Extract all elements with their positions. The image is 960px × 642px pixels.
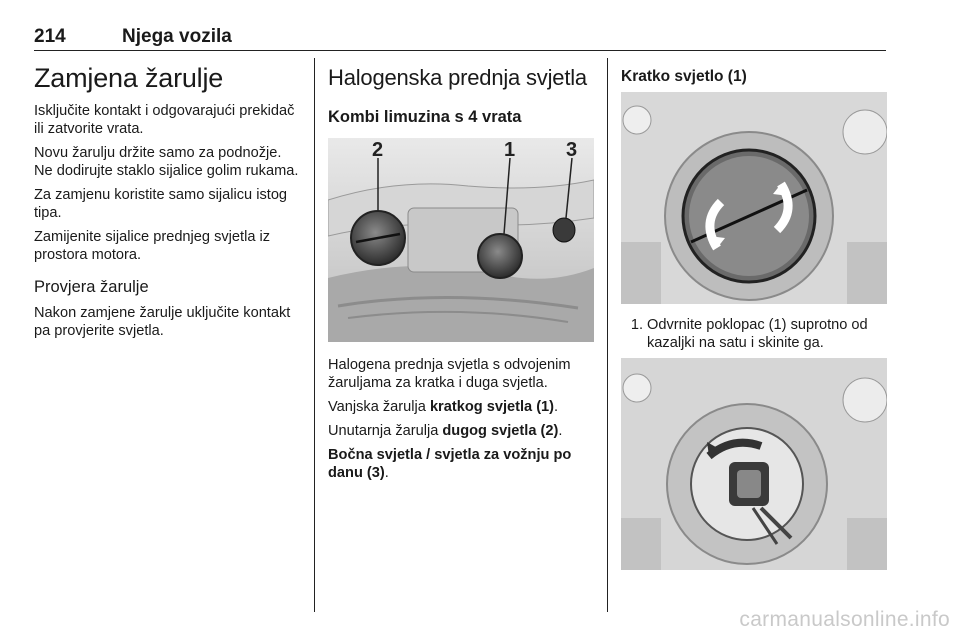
paragraph: Za zamjenu koristite samo sijalicu istog tipa. xyxy=(34,187,288,221)
page-header xyxy=(34,26,886,52)
figure-caption: Halogena prednja svjetla s odvojenim žaruljama za kratka i duga svjetla. xyxy=(328,357,571,391)
header-rule xyxy=(34,50,886,51)
figure-label-2: 2 xyxy=(372,139,384,161)
low-beam-cover-figure xyxy=(621,92,887,304)
page-number: 214 xyxy=(34,26,66,47)
column-3 xyxy=(621,58,887,570)
section-title: Zamjena žarulje xyxy=(34,63,224,93)
paragraph: Isključite kontakt i odgovarajući prekidač ili zatvorite vrata. xyxy=(34,103,295,137)
column-2 xyxy=(328,58,594,488)
paragraph: Nakon zamjene žarulje uključite kontakt pa provjerite svjetla. xyxy=(34,305,291,339)
headlamp-figure xyxy=(328,138,594,342)
figure-label-1: 1 xyxy=(504,139,516,161)
paragraph: Bočna svjetla / svjetla za vožnju po danu (3). xyxy=(328,447,572,481)
section-title: Halogenska prednja svjetla xyxy=(328,65,587,90)
paragraph: Vanjska žarulja kratkog svjetla (1). xyxy=(328,399,559,415)
watermark: carmanualsonline.info xyxy=(739,608,950,631)
step-text: Odvrnite poklopac (1) suprotno od kazaljki na satu i skinite ga. xyxy=(647,317,868,351)
column-1 xyxy=(34,58,302,346)
figure-label-3: 3 xyxy=(566,139,578,161)
paragraph: Zamijenite sijalice prednjeg svjetla iz prostora motora. xyxy=(34,229,271,263)
paragraph: Novu žarulju držite samo za podnožje. Ne dodirujte staklo sijalice golim rukama. xyxy=(34,145,299,179)
chapter-title: Njega vozila xyxy=(122,26,232,47)
paragraph: Unutarnja žarulja dugog svjetla (2). xyxy=(328,423,563,439)
step-number: 1. xyxy=(630,317,643,333)
subsection-title: Kratko svjetlo (1) xyxy=(621,68,747,85)
bulb-removal-figure xyxy=(621,358,887,570)
subsection-title: Kombi limuzina s 4 vrata xyxy=(328,108,522,126)
column-divider-2 xyxy=(607,58,608,612)
step-1 xyxy=(621,316,887,352)
column-divider-1 xyxy=(314,58,315,612)
subsection-title: Provjera žarulje xyxy=(34,278,149,296)
